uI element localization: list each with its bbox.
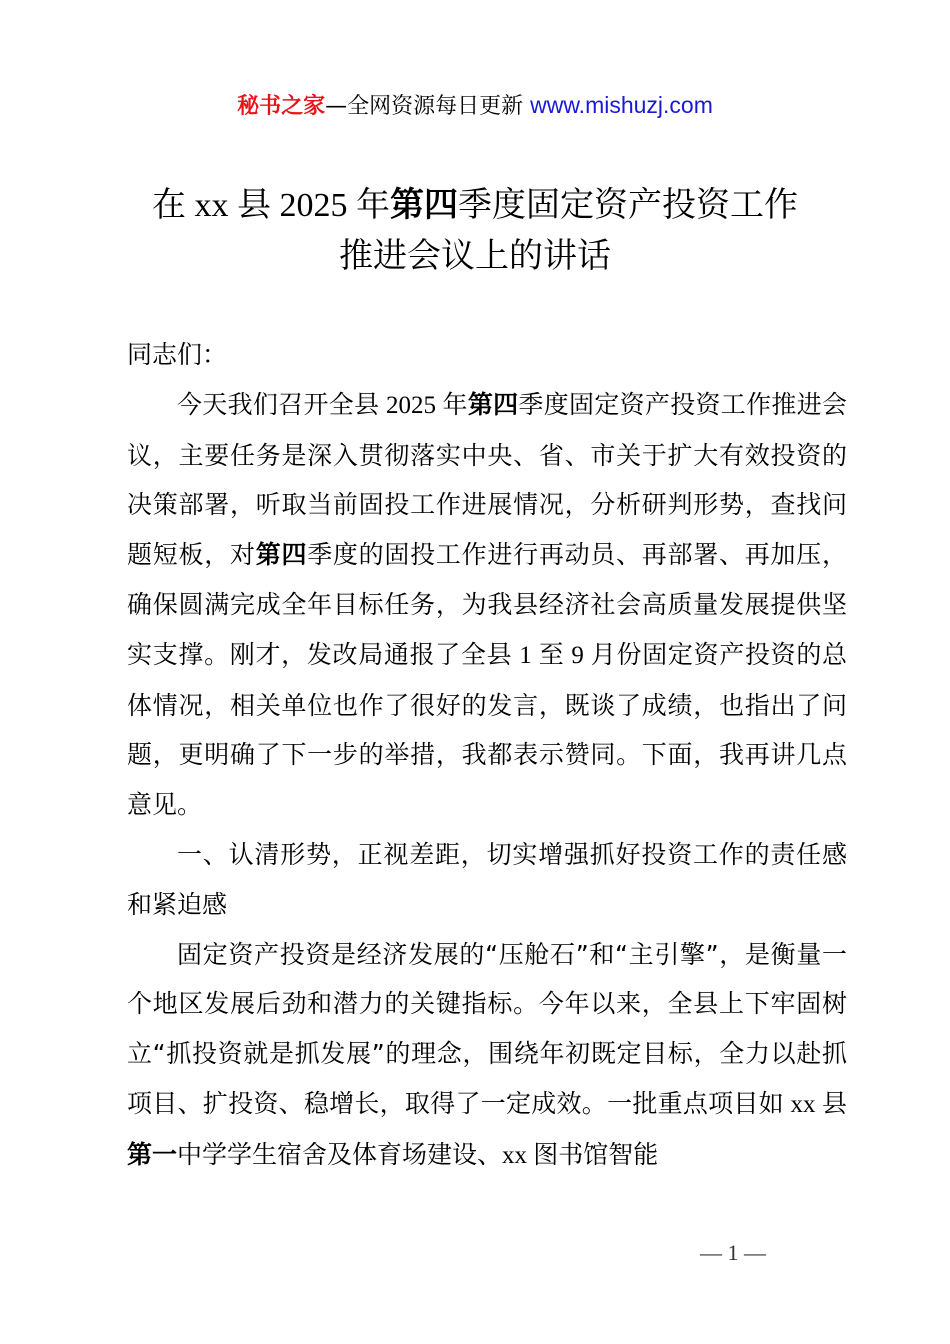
text: 至: [538, 639, 565, 669]
paragraph-2: [127, 930, 847, 1181]
bold-text: 第四: [467, 389, 519, 419]
title-year: 2025: [271, 187, 356, 224]
site-link[interactable]: www.mishuzj.com: [530, 92, 713, 118]
text: 季度固定资产投资工作推进会议，主要任务是深入贯彻落实中央、省、市关于扩大有效投资的决策部署，听取当前固投工作进展情况，分析研判形势，查找问题短板，对: [127, 389, 847, 570]
banner-tagline: —全网资源每日更新: [325, 94, 524, 119]
text: 今天我们召开全县: [177, 389, 380, 419]
number: 9: [564, 641, 591, 669]
number: 1: [512, 641, 539, 669]
year: 2025: [379, 391, 443, 419]
text: 年: [442, 389, 468, 419]
document-title: [0, 180, 950, 281]
title-text: 县: [237, 185, 271, 225]
bold-text: 第一: [127, 1139, 178, 1169]
title-text: 季度固定资产投资工作: [458, 185, 798, 225]
text: 月份固定资产投资的总体情况，相关单位也作了很好的发言，既谈了成绩，也指出了问题，更明确了下一步的举措，我都表示赞同。下面，我再讲几点意见。: [127, 639, 848, 820]
text: xx: [502, 1141, 534, 1169]
document-body: [127, 330, 847, 1181]
title-text: 在: [152, 185, 186, 225]
title-line-2: 推进会议上的讲话: [339, 236, 611, 276]
bold-text: 第四: [255, 540, 308, 570]
text: 中学学生宿舍及体育场建设、: [177, 1139, 503, 1169]
title-text: xx: [186, 187, 237, 224]
salutation: 同志们：: [127, 340, 228, 369]
site-banner: [0, 88, 950, 124]
text: 固定资产投资是经济发展的“压舱石”和“主引擎”，是衡量一个地区发展后劲和潜力的关键指标。今年以来，全县上下牢固树立“抓投资就是抓发展”的理念，围绕年初既定目标，全力以赴抓项目、扩投资、稳增长，取得了一定成效。一批重点项目如: [127, 939, 847, 1118]
text: 图书馆智能: [533, 1139, 659, 1169]
title-line-1: [0, 180, 950, 231]
section-heading-1: 一、认清形势，正视差距，切实增强抓好投资工作的责任感和紧迫感: [127, 839, 847, 919]
text: xx: [783, 1090, 822, 1118]
paragraph-1: [127, 380, 847, 830]
title-bold: 第四: [390, 185, 458, 225]
text: 季度的固投工作进行再动员、再部署、再加压，确保圆满完成全年目标任务，为我县经济社会高质量发展提供坚实支撑。刚才，发改局通报了全县: [127, 540, 847, 669]
page-number: — 1 —: [700, 1240, 766, 1265]
title-text: 年: [356, 185, 390, 225]
text: 县: [822, 1088, 848, 1118]
brand-name: 秘书之家: [237, 94, 326, 119]
